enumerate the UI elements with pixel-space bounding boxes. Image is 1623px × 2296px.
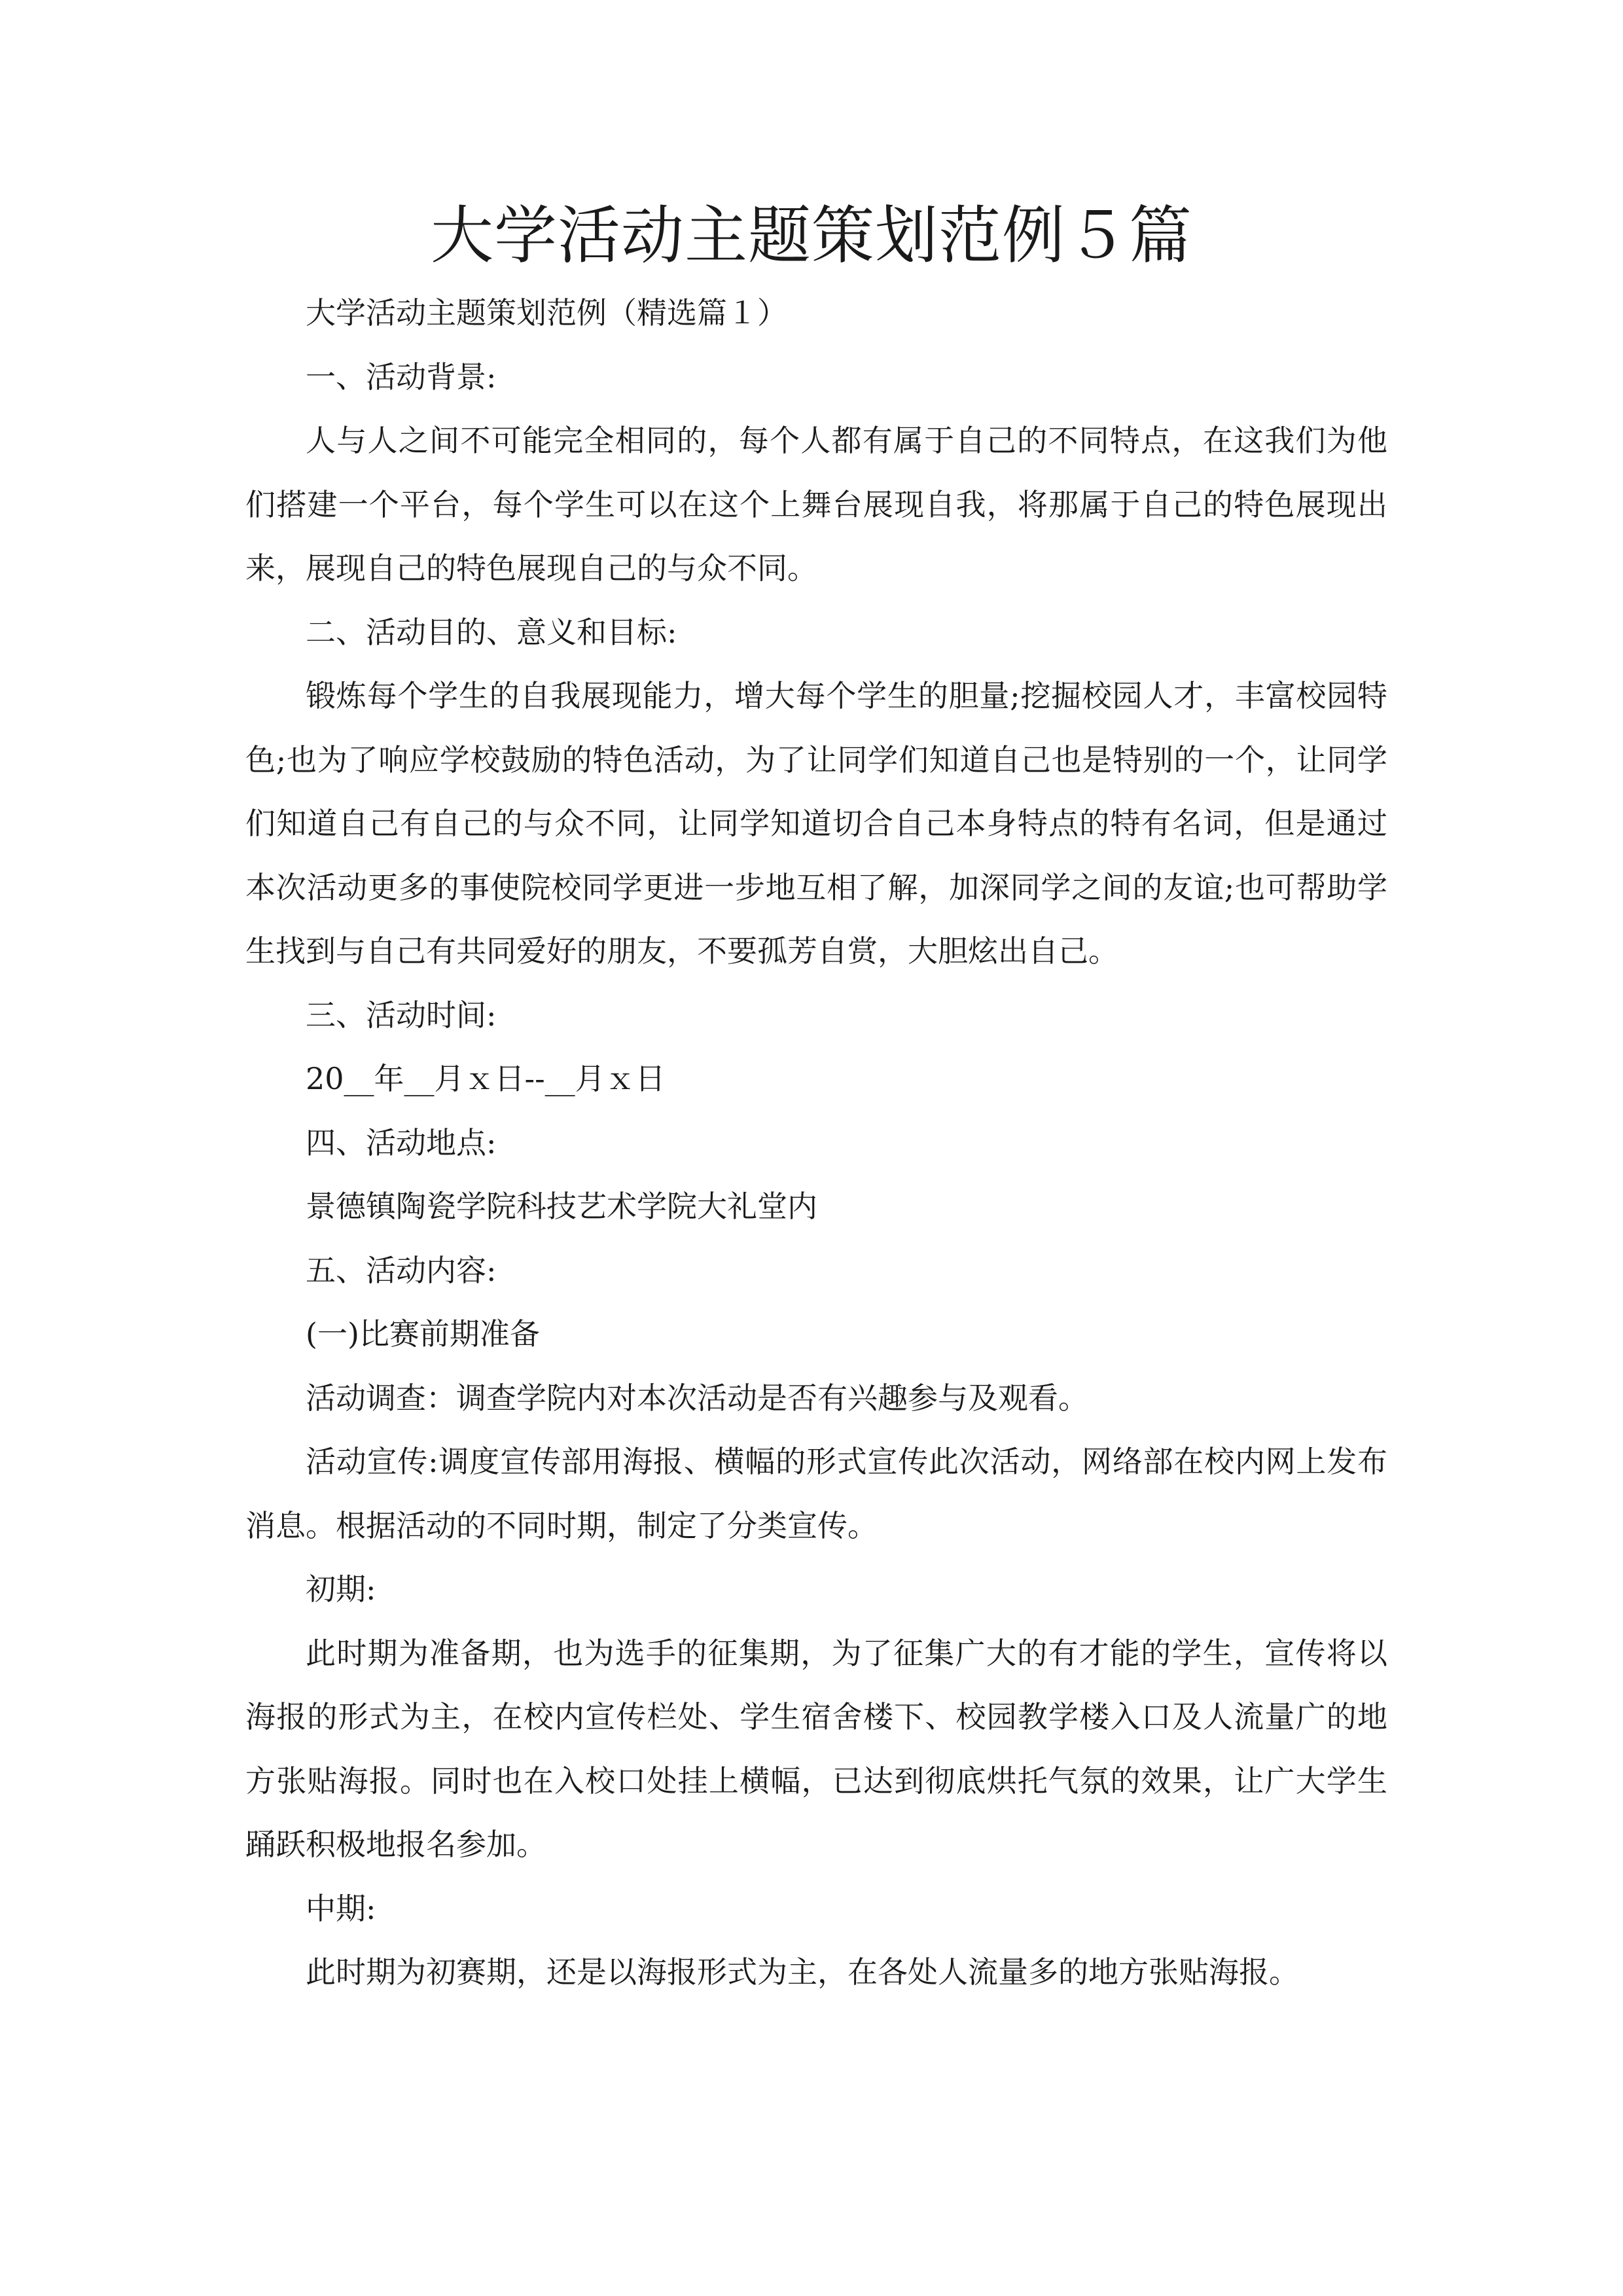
section-heading-selected-1: 大学活动主题策划范例（精选篇１）: [306, 295, 787, 331]
document-body: [245, 281, 1387, 2005]
heading-time: 三、活动时间:: [306, 997, 497, 1033]
paragraph-time: 20__年__月ｘ日--__月ｘ日: [306, 1061, 666, 1096]
paragraph-location: 景德镇陶瓷学院科技艺术学院大礼堂内: [306, 1189, 817, 1224]
paragraph-purpose: 锻炼每个学生的自我展现能力，增大每个学生的胆量;挖掘校园人才，丰富校园特色;也为了响应学校鼓励的特色活动，为了让同学们知道自己也是特别的一个，让同学们知道自己有自己的与众不同，让同学知道切合自己本身特点的特有名词，但是通过本次活动更多的事使院校同学更进一步地互相了解，加深同学之间的友谊;也可帮助学生找到与自己有共同爱好的朋友，不要孤芳自赏，大胆炫出自己。: [245, 678, 1387, 969]
paragraph-survey: 活动调查：调查学院内对本次活动是否有兴趣参与及观看。: [306, 1380, 1088, 1416]
subheading-preparation: (一)比赛前期准备: [306, 1316, 540, 1352]
heading-purpose: 二、活动目的、意义和目标:: [306, 614, 677, 650]
paragraph-mid-stage: 此时期为初赛期，还是以海报形式为主，在各处人流量多的地方张贴海报。: [306, 1954, 1299, 1990]
paragraph-early-stage: 此时期为准备期，也为选手的征集期，为了征集广大的有才能的学生，宣传将以海报的形式为主，在校内宣传栏处、学生宿舍楼下、校园教学楼入口及人流量广的地方张贴海报。同时也在入校口处挂上横幅，已达到彻底烘托气氛的效果，让广大学生踊跃积极地报名参加。: [245, 1635, 1387, 1862]
heading-mid-stage: 中期:: [306, 1890, 376, 1926]
paragraph-background: 人与人之间不可能完全相同的，每个人都有属于自己的不同特点，在这我们为他们搭建一个平台，每个学生可以在这个上舞台展现自我，将那属于自己的特色展现出来，展现自己的特色展现自己的与众不同。: [245, 423, 1387, 586]
heading-early-stage: 初期:: [306, 1571, 376, 1607]
heading-background: 一、活动背景:: [306, 359, 497, 395]
paragraph-publicity: 活动宣传:调度宣传部用海报、横幅的形式宣传此次活动，网络部在校内网上发布消息。根据活动的不同时期，制定了分类宣传。: [245, 1444, 1387, 1543]
heading-location: 四、活动地点:: [306, 1124, 497, 1160]
document-title: 大学活动主题策划范例５篇: [431, 199, 1192, 272]
heading-content: 五、活动内容:: [306, 1252, 497, 1288]
